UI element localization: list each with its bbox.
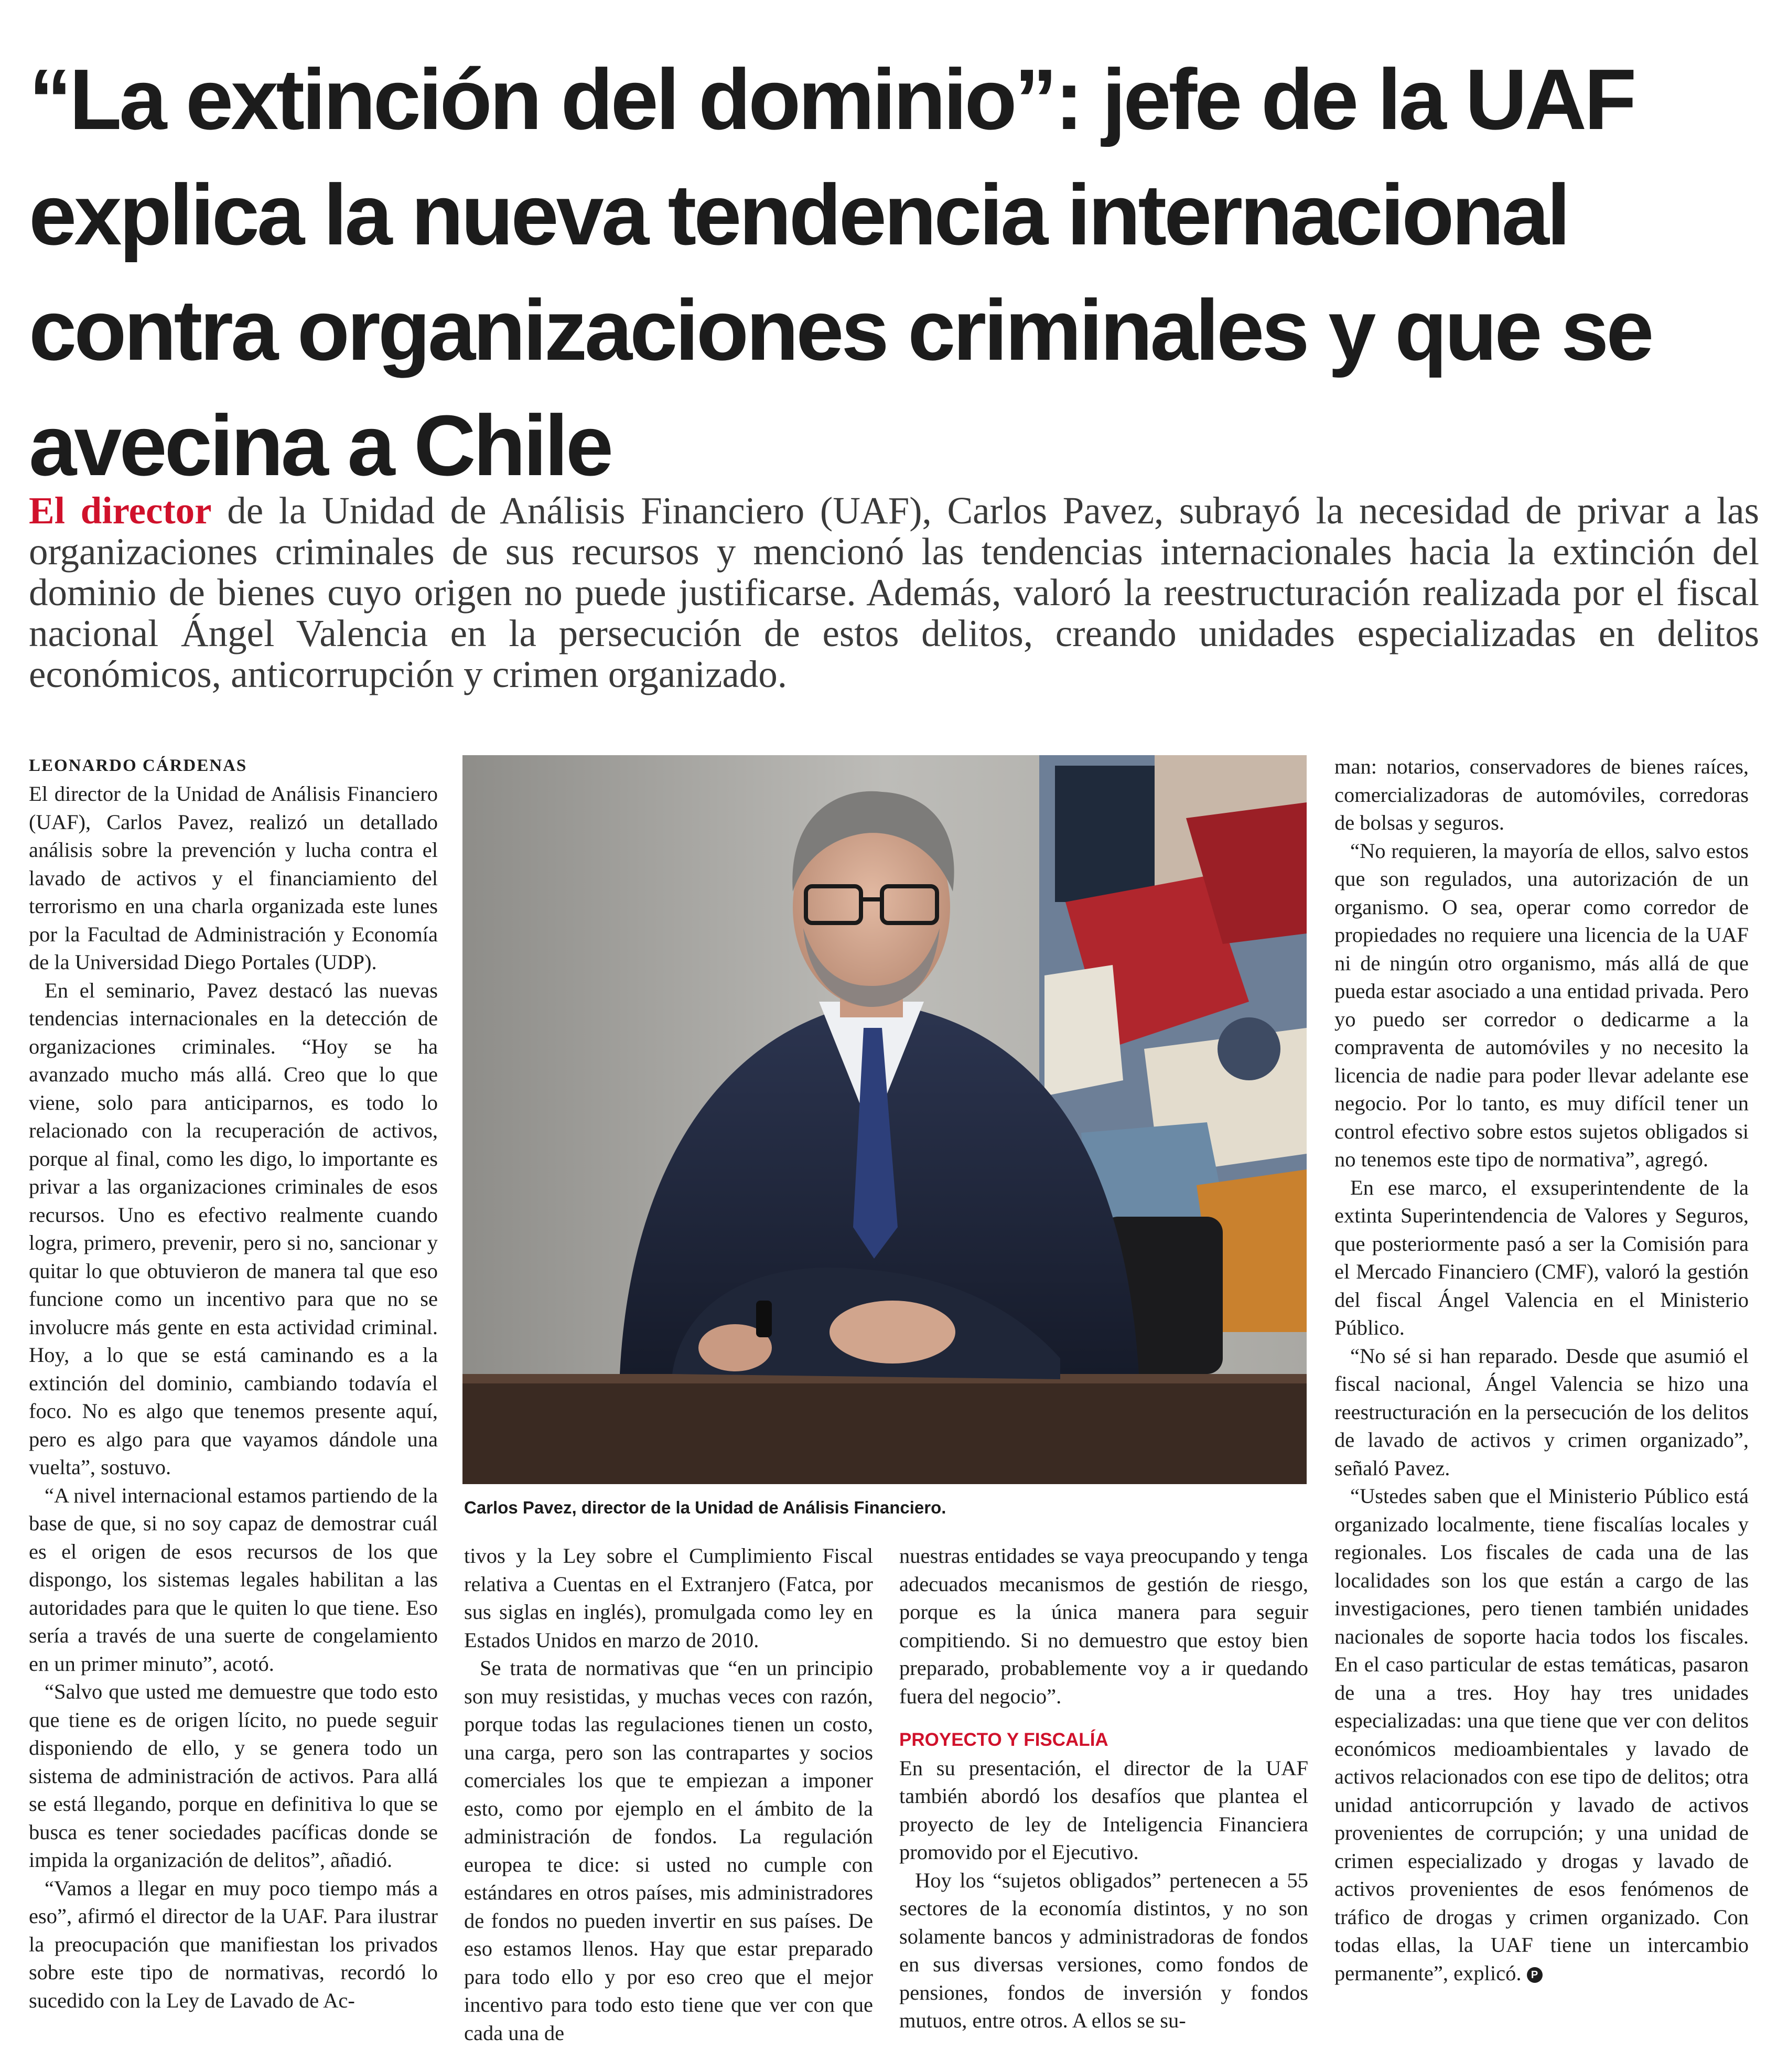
body-paragraph: En su presentación, el director de la UAF también abordó los desafíos que plantea el proyecto de ley de Inteligencia Financiera promovido por el Ejecutivo. — [899, 1756, 1308, 1864]
portrait-illustration — [462, 755, 1307, 1484]
article-column-2 — [464, 1542, 873, 2047]
body-paragraph: “No requieren, la mayoría de ellos, salvo estos que son regulados, una autorización de un organismo. O sea, operar como corredor de propiedades no requiere una licencia de la UAF ni de ningún otro organismo, más allá de que pueda estar asociado a una entidad privada. Pero yo puedo ser corredor o dedicarme a la compraventa de automóviles y no necesito la licencia de nadie para poder llevar adelante ese negocio. Por lo tanto, es muy difícil tener un control efectivo sobre estos sujetos obligados si no tenemos este tipo de normativa”, agregó. — [1334, 839, 1749, 1171]
body-paragraph: “Vamos a llegar en muy poco tiempo más a eso”, afirmó el director de la UAF. Para ilustrar la preocupación que manifiestan los privados sobre este tipo de normativas, recordó lo sucedido con la Ley de Lavado de Ac- — [29, 1876, 438, 2012]
body-paragraph: Se trata de normativas que “en un principio son muy resistidas, y muchas veces con razón, porque todas las regulaciones tienen un costo, una carga, pero son las contrapartes y socios comerciales los que te empiezan a imponer esto, como por ejemplo en el ámbito de la administración de fondos. La regulación europea te dice: si usted no cumple con estándares en otros países, mis administradores de fondos no pueden invertir en sus países. De eso estamos llenos. Hay que estar preparado para todo ello y por eso creo que el mejor incentivo para todo esto tiene que ver con que cada una de — [464, 1656, 873, 2045]
lead-text: de la Unidad de Análisis Financiero (UAF), Carlos Pavez, subrayó la necesidad de privar a las organizaciones criminales de sus recursos y mencionó las tendencias internacionales hacia la extinción del dominio de bienes cuyo origen no puede justificarse. Además, valoró la reestructuración realizada por el fiscal nacional Ángel Valencia en la persecución de estos delitos, creando unidades especializadas en delitos económicos, anticorrupción y crimen organizado. — [29, 489, 1759, 695]
byline: LEONARDO CÁRDENAS — [29, 756, 247, 775]
body-paragraph: nuestras entidades se vaya preocupando y tenga adecuados mecanismos de gestión de riesgo, porque es la única manera para seguir compitiendo. Si no demuestro que estoy bien preparado, probablemente voy a ir quedando fuera del negocio”. — [899, 1544, 1308, 1708]
article-column-1 — [29, 753, 438, 2014]
lead-paragraph — [29, 490, 1759, 695]
body-paragraph — [1334, 1482, 1749, 1987]
body-paragraph: “A nivel internacional estamos partiendo de la base de que, si no soy capaz de demostrar cuál es el origen de esos recursos de los que dispongo, los sistemas legales habilitan a las autoridades para que le quiten lo que tiene. Eso sería a través de una suerte de congelamiento en un primer minuto”, acotó. — [29, 1483, 438, 1676]
end-of-article-icon: P — [1527, 1967, 1543, 1983]
body-paragraph: man: notarios, conservadores de bienes raíces, comercializadoras de automóviles, corredoras de bolsas y seguros. — [1334, 755, 1749, 834]
body-paragraph: En el seminario, Pavez destacó las nuevas tendencias internacionales en la detección de organizaciones criminales. “Hoy se ha avanzado mucho más allá. Creo que lo que viene, solo para anticiparnos, es todo lo relacionado con la recuperación de activos, porque al final, como les digo, lo importante es privar a las organizaciones criminales de esos recursos. Uno es efectivo realmente cuando logra, primero, prevenir, pero si no, sancionar y quitar lo que obtuvieron de manera tal que eso funcione como un incentivo para que no se involucre más gente en esta actividad criminal. Hoy, a lo que se está caminando es a la extinción del dominio, cambiando todavía el foco. No es algo que tenemos presente aquí, pero es algo para que vayamos dándole una vuelta”, sostuvo. — [29, 978, 438, 1479]
article-column-4 — [1334, 753, 1749, 1987]
final-paragraph-text: “Ustedes saben que el Ministerio Público está organizado localmente, tiene fiscalías locales y regionales. Los fiscales de cada una de las localidades son los que están a cargo de las investigaciones, pero tienen también unidades nacionales de soporte hacia todos los fiscales. En el caso particular de estas temáticas, pasaron de una a tres. Hoy hay tres unidades especializadas: una que tiene que ver con delitos económicos medioambientales y lavado de activos relacionados con ese tipo de delitos; otra unidad anticorrupción y lavado de activos provenientes de corrupción; y una unidad de crimen especializado y drogas y lavado de activos provenientes de esos fenómenos de tráfico de drogas y crimen organizado. Con todas ellas, la UAF tiene un intercambio permanente”, explicó. — [1334, 1484, 1749, 1985]
section-subhead: PROYECTO Y FISCALÍA — [899, 1730, 1108, 1750]
body-paragraph: “Salvo que usted me demuestre que todo esto que tiene es de origen lícito, no puede seguir disponiendo de ello, y se genera todo un sistema de administración de activos. Para allá se está llegando, porque en definitiva lo que se busca es tener sociedades pacíficas donde se impida la organización de delitos”, añadió. — [29, 1680, 438, 1872]
body-paragraph: Hoy los “sujetos obligados” pertenecen a 55 sectores de la economía distintos, y no son solamente bancos y administradoras de fondos en sus diversas versiones, como fondos de pensiones, fondos de inversión y fondos mutuos, entre otros. A ellos se su- — [899, 1868, 1308, 2032]
lead-kicker: El director — [29, 489, 212, 532]
body-paragraph: En ese marco, el exsuperintendente de la extinta Superintendencia de Valores y Seguros, que posteriormente pasó a ser la Comisión para el Mercado Financiero (CMF), valoró la gestión del fiscal Ángel Valencia en el Ministerio Público. — [1334, 1175, 1749, 1339]
body-paragraph: “No sé si han reparado. Desde que asumió el fiscal nacional, Ángel Valencia se hizo una reestructuración en la persecución de los delitos de lavado de activos y crimen organizado”, señaló Pavez. — [1334, 1344, 1749, 1480]
portrait-photo — [462, 755, 1307, 1484]
body-paragraph: El director de la Unidad de Análisis Financiero (UAF), Carlos Pavez, realizó un detallado análisis sobre la prevención y lucha contra el lavado de activos y el financiamiento del terrorismo en una charla organizada este lunes por la Facultad de Administración y Economía de la Universidad Diego Portales (UDP). — [29, 782, 438, 974]
photo-caption: Carlos Pavez, director de la Unidad de Análisis Financiero. — [464, 1498, 946, 1517]
headline: “La extinción del dominio”: jefe de la UAF explica la nueva tendencia internacional contra organizaciones criminales y que se avecina a Chile — [29, 51, 1652, 493]
article-column-3 — [899, 1542, 1308, 2035]
body-paragraph: tivos y la Ley sobre el Cumplimiento Fiscal relativa a Cuentas en el Extranjero (Fatca, por sus siglas en inglés), promulgada como ley en Estados Unidos en marzo de 2010. — [464, 1544, 873, 1652]
